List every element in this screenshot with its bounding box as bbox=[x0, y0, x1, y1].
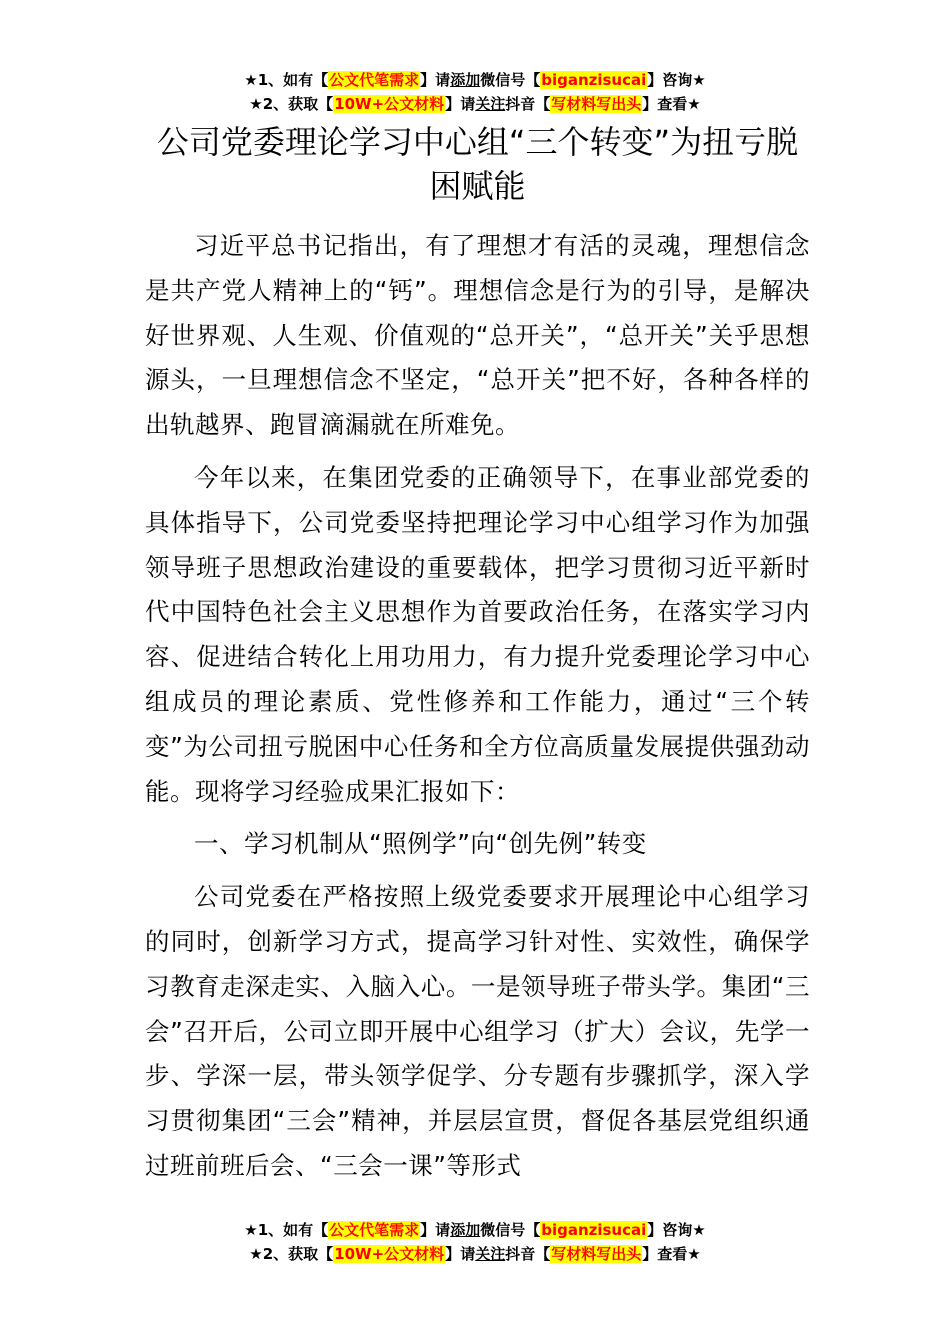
section-heading-1: 一、学习机制从“照例学”向“创先例”转变 bbox=[194, 829, 647, 859]
banner-emphasis: 关注 bbox=[475, 95, 506, 113]
banner-emphasis: 添加 bbox=[450, 71, 481, 89]
body-paragraph-3: 公司党委在严格按照上级党委要求开展理论中心组学习的同时，创新学习方式，提高学习针对性、实效性，确保学习教育走深走实、入脑入心。一是领导班子带头学。集团“三会”召开后，公司立即开展中心组学习（扩大）会议，先学一步、学深一层，带头领学促学、分专题有步骤抓学，深入学习贯彻集团“三会”精神，并层层宣贯，督促各基层党组织通过班前班后会、“三会一课”等形式 bbox=[145, 882, 810, 1180]
banner-text: ★1、如有【 bbox=[244, 71, 329, 89]
banner-text: 】请 bbox=[420, 71, 451, 89]
banner-douyin-id: 写材料写出头 bbox=[551, 1245, 642, 1263]
banner-text: 微信号【 bbox=[480, 1221, 541, 1239]
banner-wechat-id: biganzisucai bbox=[541, 1221, 647, 1239]
banner-text: ★2、获取【 bbox=[249, 1245, 334, 1263]
banner-text: 】咨询★ bbox=[647, 71, 706, 89]
banner-emphasis: 关注 bbox=[475, 1245, 506, 1263]
banner-douyin-id: 写材料写出头 bbox=[551, 95, 642, 113]
body-paragraph-1: 习近平总书记指出，有了理想才有活的灵魂，理想信念是共产党人精神上的“钙”。理想信念是行为的引导，是解决好世界观、人生观、价值观的“总开关”，“总开关”关乎思想源头，一旦理想信念不坚定，“总开关”把不好，各种各样的出轨越界、跑冒滴漏就在所难免。 bbox=[145, 231, 810, 440]
banner-text: 】咨询★ bbox=[647, 1221, 706, 1239]
banner-text: 抖音【 bbox=[505, 1245, 551, 1263]
banner-text: ★1、如有【 bbox=[244, 1221, 329, 1239]
header-banner bbox=[0, 68, 950, 116]
banner-highlight: 10W+公文材料 bbox=[334, 1245, 445, 1263]
banner-text: 微信号【 bbox=[480, 71, 541, 89]
document-title: 公司党委理论学习中心组“三个转变”为扭亏脱困赋能 bbox=[156, 123, 799, 205]
banner-text: 】请 bbox=[445, 1245, 476, 1263]
banner-text: 】查看★ bbox=[642, 1245, 701, 1263]
banner-wechat-id: biganzisucai bbox=[541, 71, 647, 89]
footer-banner-line-2 bbox=[0, 1242, 950, 1266]
banner-text: 】请 bbox=[420, 1221, 451, 1239]
banner-text: ★2、获取【 bbox=[249, 95, 334, 113]
document-body bbox=[145, 224, 810, 1197]
footer-banner-line-1 bbox=[0, 1218, 950, 1242]
footer-banner bbox=[0, 1218, 950, 1266]
banner-highlight: 公文代笔需求 bbox=[329, 71, 420, 89]
banner-highlight: 公文代笔需求 bbox=[329, 1221, 420, 1239]
banner-text: 】查看★ bbox=[642, 95, 701, 113]
banner-highlight: 10W+公文材料 bbox=[334, 95, 445, 113]
body-paragraph-2: 今年以来，在集团党委的正确领导下，在事业部党委的具体指导下，公司党委坚持把理论学习中心组学习作为加强领导班子思想政治建设的重要载体，把学习贯彻习近平新时代中国特色社会主义思想作为首要政治任务，在落实学习内容、促进结合转化上用功用力，有力提升党委理论学习中心组成员的理论素质、党性修养和工作能力，通过“三个转变”为公司扭亏脱困中心任务和全方位高质量发展提供强劲动能。现将学习经验成果汇报如下： bbox=[145, 462, 810, 806]
header-banner-line-1 bbox=[0, 68, 950, 92]
banner-text: 】请 bbox=[445, 95, 476, 113]
banner-emphasis: 添加 bbox=[450, 1221, 481, 1239]
header-banner-line-2 bbox=[0, 92, 950, 116]
banner-text: 抖音【 bbox=[505, 95, 551, 113]
